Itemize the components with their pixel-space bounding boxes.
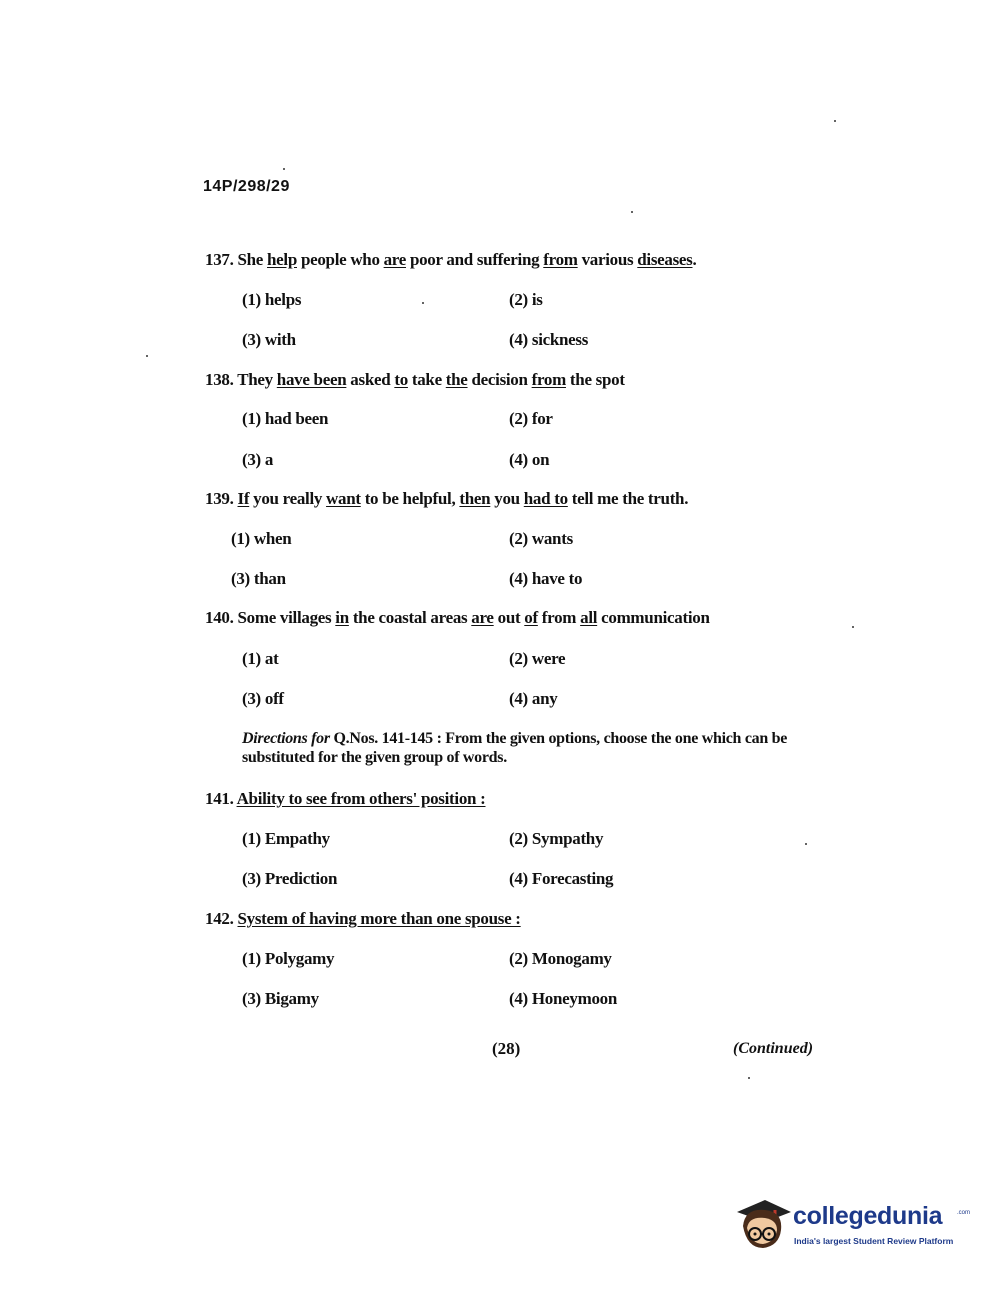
mascot-icon	[735, 1196, 793, 1264]
underlined-segment: of	[524, 608, 538, 627]
underlined-segment: are	[471, 608, 494, 627]
underlined-segment: If	[237, 489, 250, 508]
answer-option: (4) Forecasting	[509, 869, 614, 888]
continued-label: (Continued)	[733, 1040, 814, 1057]
answer-option: (2) wants	[509, 529, 573, 548]
scan-speck	[631, 211, 633, 213]
question-stem	[205, 909, 521, 929]
scan-speck	[852, 626, 854, 628]
scan-speck	[805, 843, 807, 845]
stem-segment: communication	[597, 608, 710, 627]
underlined-segment: are	[383, 250, 406, 269]
answer-option: (2) for	[509, 409, 553, 428]
underlined-segment: to	[394, 370, 408, 389]
answer-option: (2) were	[509, 649, 566, 668]
underlined-segment: have been	[276, 370, 347, 389]
answer-option: (1) helps	[242, 290, 302, 309]
answer-option: (4) Honeymoon	[509, 989, 618, 1008]
scan-speck	[834, 120, 836, 122]
question-stem	[205, 370, 625, 390]
answer-option: (4) any	[509, 689, 558, 708]
underlined-segment: all	[580, 608, 598, 627]
page-number: (28)	[492, 1039, 521, 1058]
stem-segment: people who	[297, 250, 384, 269]
answer-option: (3) Bigamy	[242, 989, 319, 1008]
stem-segment: you	[490, 489, 524, 508]
question-stem	[205, 250, 696, 270]
answer-option: (1) when	[231, 529, 292, 548]
stem-segment: out	[493, 608, 525, 627]
stem-segment: the spot	[565, 370, 625, 389]
answer-option: (3) with	[242, 330, 296, 349]
stem-segment: the coastal areas	[348, 608, 472, 627]
underlined-segment: had to	[523, 489, 568, 508]
answer-option: (3) a	[242, 450, 274, 469]
answer-option: (1) had been	[242, 409, 329, 428]
question-stem	[205, 789, 486, 809]
stem-segment: 138. They	[205, 370, 277, 389]
underlined-segment: want	[326, 489, 361, 508]
stem-segment: 137. She	[205, 250, 268, 269]
scan-speck	[422, 302, 424, 304]
directions-label: Directions for	[242, 730, 330, 747]
stem-segment: to be helpful,	[360, 489, 460, 508]
question-stem	[205, 489, 688, 509]
underlined-segment: then	[459, 489, 491, 508]
scan-speck	[283, 168, 285, 170]
underlined-segment: Ability to see from others' position :	[236, 789, 486, 808]
stem-segment: from	[537, 608, 581, 627]
brand-tagline: India's largest Student Review Platform	[794, 1236, 954, 1246]
stem-segment: asked	[346, 370, 395, 389]
answer-option: (3) off	[242, 689, 284, 708]
stem-segment: take	[407, 370, 446, 389]
underlined-segment: the	[445, 370, 468, 389]
question-stem	[205, 608, 710, 628]
underlined-segment: System of having more than one spouse :	[237, 909, 521, 928]
answer-option: (1) Empathy	[242, 829, 330, 848]
answer-option: (1) Polygamy	[242, 949, 335, 968]
answer-option: (4) have to	[509, 569, 583, 588]
underlined-segment: from	[531, 370, 566, 389]
brand-name: collegedunia	[793, 1202, 943, 1230]
answer-option: (4) sickness	[509, 330, 589, 349]
stem-segment: 142.	[205, 909, 238, 928]
scan-speck	[748, 1077, 750, 1079]
answer-option: (1) at	[242, 649, 279, 668]
brand-suffix: .com	[957, 1210, 971, 1216]
stem-segment: tell me the truth.	[567, 489, 689, 508]
answer-option: (4) on	[509, 450, 550, 469]
stem-segment: 140. Some villages	[205, 608, 336, 627]
answer-option: (3) Prediction	[242, 869, 338, 888]
underlined-segment: help	[267, 250, 297, 269]
paper-code: 14P/298/29	[203, 178, 290, 195]
directions-block	[242, 729, 832, 767]
answer-option: (2) Sympathy	[509, 829, 604, 848]
scan-speck	[146, 355, 148, 357]
answer-option: (2) Monogamy	[509, 949, 612, 968]
stem-segment: decision	[467, 370, 532, 389]
answer-option: (2) is	[509, 290, 543, 309]
stem-segment: 141.	[205, 789, 237, 808]
underlined-segment: diseases	[637, 250, 693, 269]
stem-segment: you really	[249, 489, 327, 508]
stem-segment: various	[577, 250, 638, 269]
directions-text: Q.Nos. 141-145 : From the given options, choose the one which can be substituted for the given group of words.	[242, 730, 788, 766]
underlined-segment: in	[335, 608, 349, 627]
collegedunia-logo	[735, 1196, 971, 1266]
stem-segment: poor and suffering	[406, 250, 544, 269]
stem-segment: .	[692, 250, 697, 269]
answer-option: (3) than	[231, 569, 286, 588]
stem-segment: 139.	[205, 489, 238, 508]
underlined-segment: from	[543, 250, 578, 269]
